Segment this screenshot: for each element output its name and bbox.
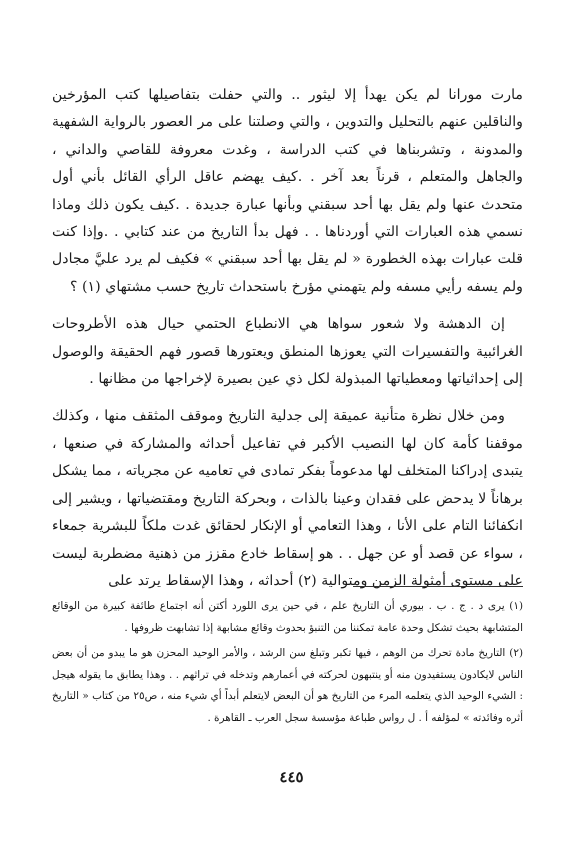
page-number: ٤٤٥ (279, 768, 304, 786)
footnotes (52, 596, 523, 733)
footnote-divider (353, 586, 523, 587)
paragraph-3: ومن خلال نظرة متأنية عميقة إلى جدلية التاريخ وموقف المثقف منها ، وكذلك موقفنا كأمة كان لها النصيب الأكبر في تفاعيل أحداثه والمشاركة في صنعها ، يتبدى إدراكنا المتخلف لها مدعوماً بفكر تمادى في تعاميه عن مجرياته ، مما يشكل برهاناً لا يدحض على فقدان وعينا بالذات ، وبحركة التاريخ ومقتضياتها ، ويشير إلى انكفائنا التام على الأنا ، وهذا التعامي أو الإنكار لحقائق غدت ملكاً للبشرية جمعاء ، سواء عن قصد أو عن جهل . . هو إسقاط خادع مقزز من ذهنية مضطربة ليست على مستوى أمثولة الزمن ومتوالية (٢) أحداثه ، وهذا الإسقاط يرتد على (52, 408, 523, 589)
paragraph-2: إن الدهشة ولا شعور سواها هي الانطباع الحتمي حيال هذه الأطروحات الغرائبية والتفسيرات التي يعوزها المنطق ويعتورها قصور فهم الحقيقة والوصول إلى إحداثياتها ومعطياتها المبذولة لكل ذي عين بصيرة لإخراجها من مظانها . (52, 316, 523, 388)
main-text (52, 82, 523, 605)
footnote-1: (١) يرى د . ج . ب . بيوري أن التاريخ علم ، في حين يرى اللورد أكتن أنه اجتماع طائفة كبيرة من الوقائع المتشابهة بحيث تشكل وحدة عامة تمكننا من التنبؤ بحدوث وقائع مشابهة إذا تشابهت ظروفها . (52, 600, 523, 634)
footnote-2: (٢) التاريخ مادة تحرك من الوهم ، فيها تكبر وتبلغ سن الرشد ، والأمر الوحيد المحزن هو ما يبدو من أن بعض الناس لايكادون يستفيدون منه أو ينتبهون لحركته في أعمارهم وتدخله في تراثهم . . وهذا يطابق ما يقوله هيجل : الشيء الوحيد الذي يتعلمه المرء من التاريخ هو أن البعض لايتعلم أبداً أي شيء منه ، ص٢٥ من كتاب « التاريخ أثره وفائدته » لمؤلفه أ . ل رواس طباعة مؤسسة سجل العرب ـ القاهرة . (52, 647, 523, 724)
paragraph-1: مارت مورانا لم يكن يهدأ إلا ليثور .. والتي حفلت بتفاصيلها كتب المؤرخين والناقلين عنهم بالتحليل والتدوين ، والتي وصلتنا على مر العصور بالرواية الشفهية والمدونة ، وتشربناها في كتب الدراسة ، وغدت معروفة للقاصي والداني ، والجاهل والمتعلم ، قرناً بعد آخر . .كيف يهضم عاقل الرأي القائل بأني أول متحدث عنها ولم يقل بها أحد سبقني وبأنها عبارة جديدة . .كيف يكون ذلك وماذا نسمي هذه العبارات التي أوردناها . . فهل بدأ التاريخ من عند كتابي . .وإذا كنت قلت عبارات بهذه الخطورة « لم يقل بها أحد سبقني » فكيف لم يرد عليَّ مجادل ولم يسفه رأيي مسفه ولم يتهمني مؤرخ باستحداث تاريخ حسب مشتهاي (١) ؟ (52, 87, 523, 295)
